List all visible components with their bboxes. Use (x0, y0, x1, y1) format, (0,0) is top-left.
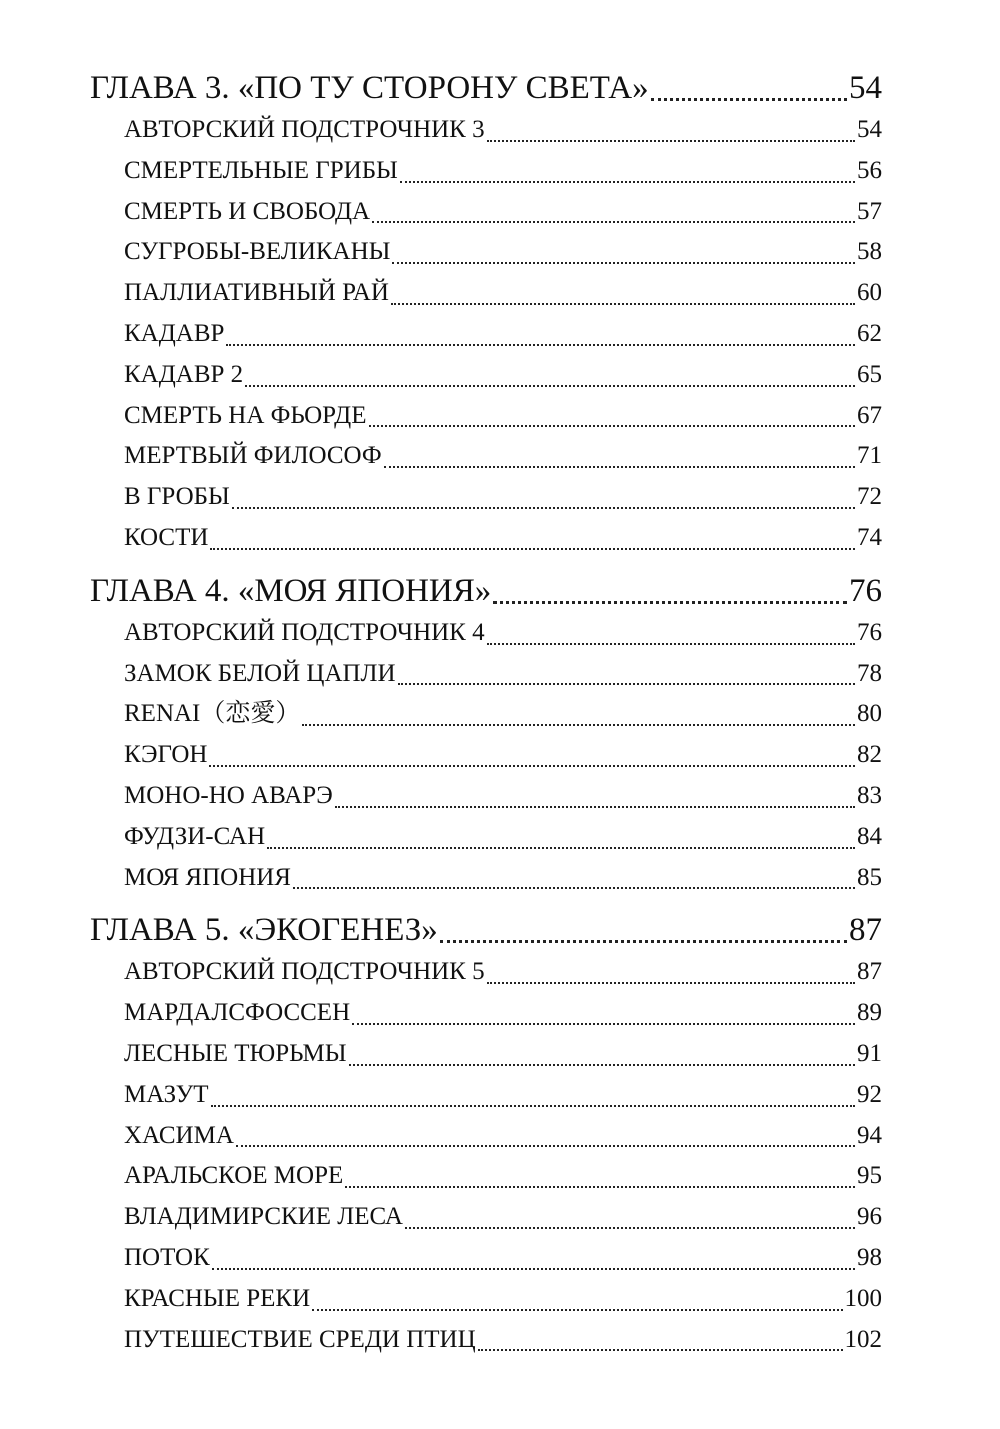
entry-page-number: 65 (857, 360, 882, 388)
toc-entry (90, 273, 882, 314)
dot-leader (384, 436, 855, 477)
chapter-5 (90, 908, 882, 1360)
dot-leader (335, 776, 855, 817)
entry-page-number: 102 (844, 1325, 882, 1353)
entry-page-number: 83 (857, 781, 882, 809)
toc-entry (90, 1238, 882, 1279)
toc-entry (90, 110, 882, 151)
dot-leader (405, 1197, 855, 1238)
chapter-heading (90, 569, 882, 613)
dot-leader (369, 396, 855, 437)
entry-title: ВЛАДИМИРСКИЕ ЛЕСА (124, 1203, 403, 1231)
chapter-title: ГЛАВА 5. «ЭКОГЕНЕЗ» (90, 912, 438, 949)
entry-title: АВТОРСКИЙ ПОДСТРОЧНИК 5 (124, 958, 485, 986)
entry-page-number: 87 (857, 958, 882, 986)
dot-leader (487, 110, 855, 151)
entry-title: МЕРТВЫЙ ФИЛОСОФ (124, 442, 382, 470)
entry-title: АРАЛЬСКОЕ МОРЕ (124, 1162, 344, 1190)
chapter-title: ГЛАВА 3. «ПО ТУ СТОРОНУ СВЕТА» (90, 70, 649, 106)
dot-leader (293, 858, 855, 899)
chapter-page-number: 76 (849, 572, 882, 609)
chapter-3 (90, 66, 882, 559)
entry-page-number: 85 (857, 863, 882, 891)
entry-page-number: 60 (857, 279, 882, 307)
chapter-4 (90, 569, 882, 899)
entry-title: СУГРОБЫ-ВЕЛИКАНЫ (124, 238, 391, 266)
chapter-title: ГЛАВА 4. «МОЯ ЯПОНИЯ» (90, 572, 492, 609)
entry-title: СМЕРТЬ НА ФЬОРДЕ (124, 401, 367, 429)
toc-entry (90, 817, 882, 858)
dot-leader (372, 192, 855, 233)
chapter-heading (90, 66, 882, 110)
dot-leader (210, 518, 855, 559)
dot-leader (212, 1238, 855, 1279)
dot-leader (352, 993, 855, 1034)
toc-entry (90, 436, 882, 477)
toc-entry (90, 654, 882, 695)
entry-page-number: 71 (857, 442, 882, 470)
entry-page-number: 80 (857, 700, 882, 728)
entry-page-number: 94 (857, 1121, 882, 1149)
toc-entry (90, 314, 882, 355)
dot-leader (302, 694, 855, 735)
toc-entry (90, 1156, 882, 1197)
dot-leader (349, 1034, 855, 1075)
entry-title: ФУДЗИ-САН (124, 822, 266, 850)
dot-leader (211, 1075, 855, 1116)
entry-page-number: 100 (844, 1284, 882, 1312)
dot-leader (478, 1320, 843, 1361)
toc-entry (90, 1116, 882, 1157)
entry-page-number: 56 (857, 156, 882, 184)
entry-page-number: 78 (857, 659, 882, 687)
toc-entry (90, 735, 882, 776)
entry-page-number: 74 (857, 523, 882, 551)
dot-leader (312, 1279, 842, 1320)
dot-leader (400, 151, 855, 192)
entry-title: МАЗУТ (124, 1080, 209, 1108)
toc-entry (90, 858, 882, 899)
dot-leader (345, 1156, 855, 1197)
toc-entry (90, 613, 882, 654)
chapter-heading (90, 908, 882, 952)
dot-leader (440, 908, 847, 952)
entry-title: ПАЛЛИАТИВНЫЙ РАЙ (124, 279, 389, 307)
dot-leader (487, 613, 855, 654)
entry-page-number: 84 (857, 822, 882, 850)
toc-entry (90, 776, 882, 817)
toc-entry (90, 477, 882, 518)
table-of-contents (90, 66, 882, 1360)
entry-title: ЛЕСНЫЕ ТЮРЬМЫ (124, 1039, 347, 1067)
entry-title: В ГРОБЫ (124, 483, 230, 511)
entry-title: СМЕРТЬ И СВОБОДА (124, 197, 371, 225)
entry-title: КОСТИ (124, 523, 209, 551)
dot-leader (392, 232, 855, 273)
entry-page-number: 92 (857, 1080, 882, 1108)
toc-entry (90, 1197, 882, 1238)
entry-page-number: 82 (857, 741, 882, 769)
dot-leader (398, 654, 855, 695)
entry-title: АВТОРСКИЙ ПОДСТРОЧНИК 4 (124, 618, 485, 646)
entry-page-number: 58 (857, 238, 882, 266)
toc-entry (90, 232, 882, 273)
entry-page-number: 95 (857, 1162, 882, 1190)
entry-title: АВТОРСКИЙ ПОДСТРОЧНИК 3 (124, 116, 485, 143)
toc-entry (90, 1279, 882, 1320)
entry-title: ПУТЕШЕСТВИЕ СРЕДИ ПТИЦ (124, 1325, 476, 1353)
dot-leader (209, 735, 855, 776)
entry-title: ХАСИМА (124, 1121, 234, 1149)
dot-leader (651, 66, 847, 110)
toc-entry (90, 192, 882, 233)
entry-title: ПОТОК (124, 1243, 210, 1271)
toc-entry (90, 952, 882, 993)
chapter-page-number: 87 (849, 912, 882, 949)
dot-leader (245, 355, 855, 396)
entry-title: КАДАВР 2 (124, 360, 244, 388)
entry-title: КАДАВР (124, 319, 225, 347)
entry-title: МАРДАЛСФОССЕН (124, 999, 351, 1027)
dot-leader (226, 314, 855, 355)
entry-page-number: 98 (857, 1243, 882, 1271)
entry-page-number: 96 (857, 1203, 882, 1231)
toc-entry (90, 518, 882, 559)
entry-title: КЭГОН (124, 741, 208, 769)
entry-page-number: 67 (857, 401, 882, 429)
dot-leader (232, 477, 855, 518)
dot-leader (493, 569, 847, 613)
dot-leader (236, 1116, 855, 1157)
toc-entry (90, 1075, 882, 1116)
dot-leader (487, 952, 855, 993)
entry-page-number: 89 (857, 999, 882, 1027)
entry-title: ЗАМОК БЕЛОЙ ЦАПЛИ (124, 659, 396, 687)
toc-entry (90, 694, 882, 735)
entry-title: КРАСНЫЕ РЕКИ (124, 1284, 311, 1312)
entry-title: МОНО-НО АВАРЭ (124, 781, 333, 809)
chapter-page-number: 54 (849, 70, 882, 106)
toc-entry (90, 1034, 882, 1075)
toc-entry (90, 993, 882, 1034)
toc-entry (90, 396, 882, 437)
dot-leader (267, 817, 855, 858)
dot-leader (391, 273, 855, 314)
entry-page-number: 91 (857, 1039, 882, 1067)
entry-title: RENAI（恋愛） (124, 700, 301, 728)
entry-page-number: 54 (857, 116, 882, 143)
entry-page-number: 76 (857, 618, 882, 646)
toc-entry (90, 1320, 882, 1361)
entry-page-number: 62 (857, 319, 882, 347)
toc-entry (90, 151, 882, 192)
entry-title: МОЯ ЯПОНИЯ (124, 863, 291, 891)
entry-page-number: 72 (857, 483, 882, 511)
entry-page-number: 57 (857, 197, 882, 225)
toc-entry (90, 355, 882, 396)
entry-title: СМЕРТЕЛЬНЫЕ ГРИБЫ (124, 156, 398, 184)
